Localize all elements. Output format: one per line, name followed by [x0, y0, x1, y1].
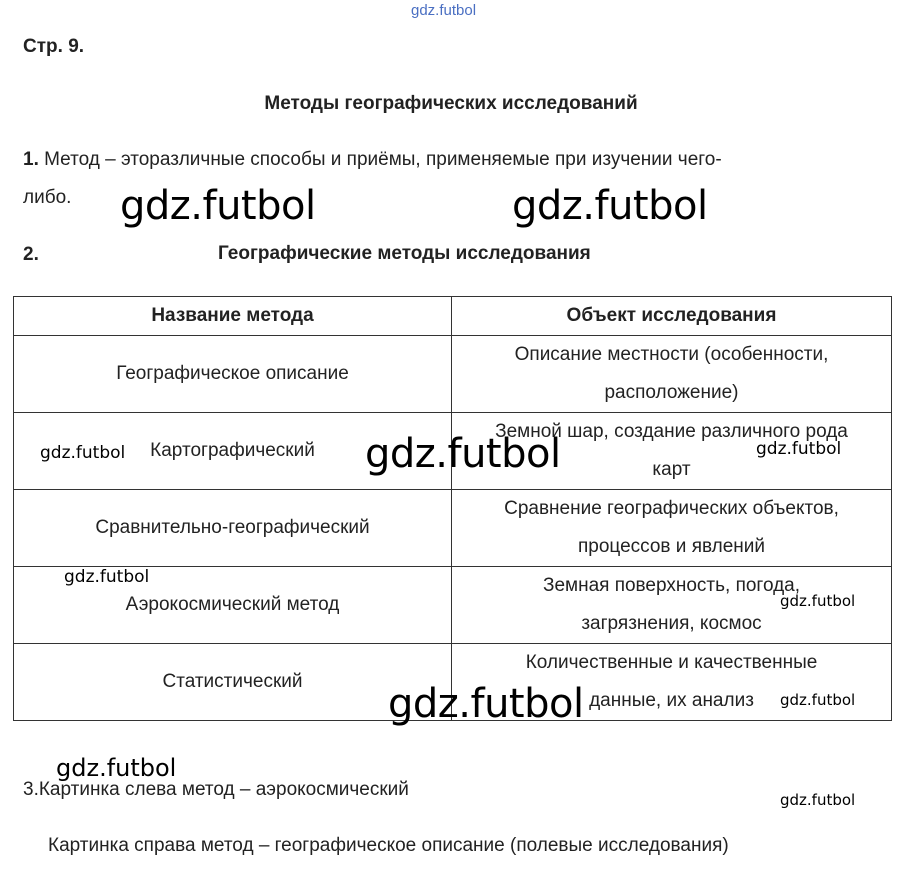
object-line: загрязнения, космос: [581, 613, 762, 634]
definition-line-2: либо.: [23, 187, 72, 208]
watermark: gdz.futbol: [40, 443, 126, 463]
answer-3-line-1: 3.Картинка слева метод – аэрокосмический: [23, 779, 409, 800]
method-cell: Сравнительно-географический: [14, 490, 452, 567]
object-line: данные, их анализ: [589, 690, 754, 711]
object-line: карт: [652, 459, 691, 480]
method-cell: Статистический: [14, 644, 452, 721]
answer-3-line-2: Картинка справа метод – географическое описание (полевые исследования): [48, 835, 729, 856]
object-line: процессов и явлений: [577, 536, 766, 557]
watermark: gdz.futbol: [64, 567, 150, 587]
watermark: gdz.futbol: [512, 183, 708, 229]
watermark: gdz.futbol: [756, 439, 842, 459]
watermark-top[interactable]: gdz.futbol: [411, 2, 477, 19]
header-method-name: Название метода: [14, 297, 452, 336]
methods-table: [13, 296, 892, 721]
watermark: gdz.futbol: [120, 183, 316, 229]
method-cell: Аэрокосмический метод: [14, 567, 452, 644]
section-2-title: Географические методы исследования: [218, 243, 591, 264]
watermark: gdz.futbol: [780, 791, 856, 809]
object-line: Земная поверхность, погода,: [542, 575, 801, 596]
page-number: Стр. 9.: [23, 36, 85, 57]
object-cell: [452, 490, 892, 567]
section-2-number: 2.: [23, 244, 39, 265]
object-line: Сравнение географических объектов,: [504, 498, 839, 519]
watermark: gdz.futbol: [388, 681, 584, 727]
table-header-row: [14, 297, 892, 336]
watermark: gdz.futbol: [780, 691, 856, 709]
definition-text-1: Метод – эторазличные способы и приёмы, применяемые при изучении чего-: [44, 149, 722, 170]
method-cell: Картографический: [14, 413, 452, 490]
object-line: Земной шар, создание различного рода: [495, 421, 848, 442]
header-research-object: Объект исследования: [452, 297, 892, 336]
watermark: gdz.futbol: [780, 592, 856, 610]
table-row: [14, 490, 892, 567]
definition-line-1: [23, 149, 722, 171]
object-line: расположение): [604, 382, 739, 403]
table-row: [14, 336, 892, 413]
object-line: Количественные и качественные: [525, 652, 818, 673]
watermark: gdz.futbol: [56, 754, 177, 782]
page-title: Методы географических исследований: [264, 93, 638, 114]
watermark: gdz.futbol: [365, 431, 561, 477]
section-1-number: 1.: [23, 149, 39, 170]
object-cell: [452, 336, 892, 413]
method-cell: Географическое описание: [14, 336, 452, 413]
object-line: Описание местности (особенности,: [514, 344, 829, 365]
